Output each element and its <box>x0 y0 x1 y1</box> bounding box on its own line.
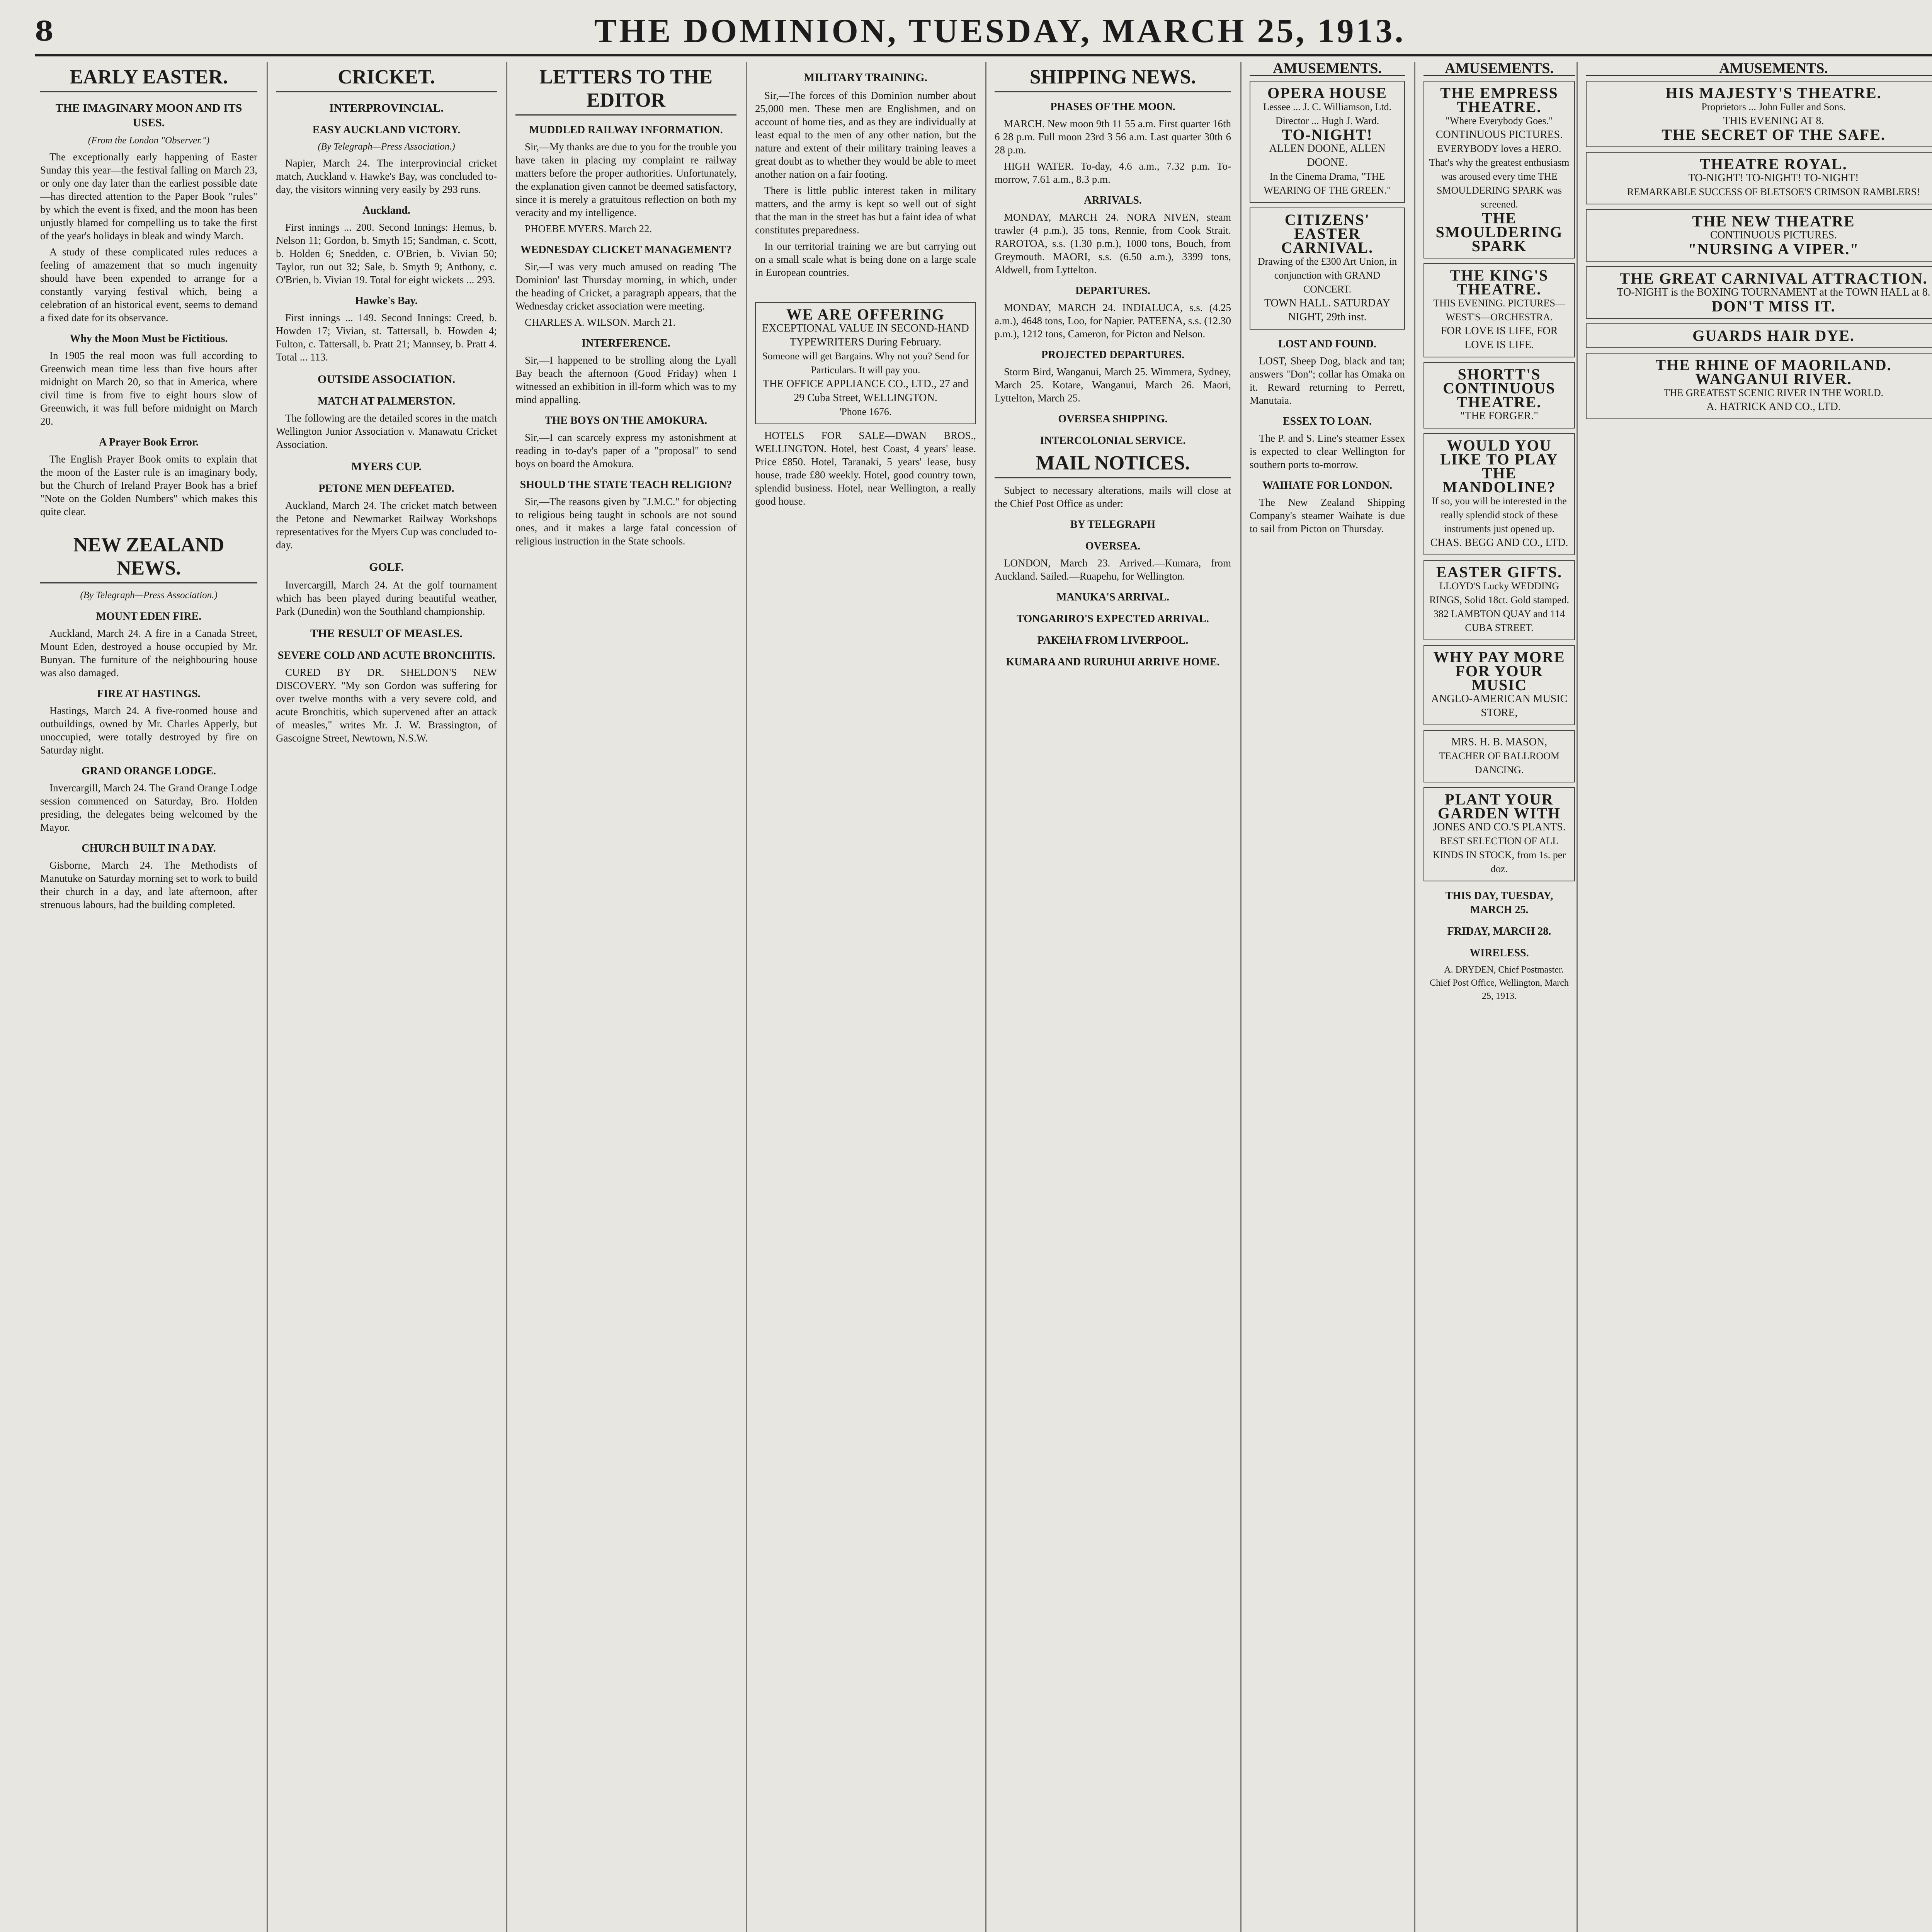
section-heading: TONGARIRO'S EXPECTED ARRIVAL. <box>1017 613 1209 625</box>
column-rule <box>985 62 986 1932</box>
advert-line: "NURSING A VIPER." <box>1688 240 1859 258</box>
match-paragraph: Napier, March 24. The interprovincial cricket match, Auckland v. Hawke's Bay, was concluded to-day, the visitors winning very easily by 293 runs. <box>276 157 497 195</box>
byline-press-association: (By Telegraph—Press Association.) <box>80 590 218 600</box>
advert-title: GUARDS HAIR DYE. <box>1692 327 1855 344</box>
section-heading: DEPARTURES. <box>1075 285 1150 297</box>
section-heading: KUMARA AND RURUHUI ARRIVE HOME. <box>1006 656 1220 668</box>
advert-line: TO-NIGHT! <box>1282 126 1373 143</box>
advert-line: CHAS. BEGG AND CO., LTD. <box>1430 537 1568 549</box>
column-letters <box>510 62 742 1932</box>
article-paragraph: In our territorial training we are but carrying out on a small scale what is being done on a large scale in European countries. <box>755 240 976 278</box>
byline-observer: (From the London "Observer.") <box>88 135 210 146</box>
kings-theatre-advert <box>1423 263 1575 357</box>
match-subheading: MATCH AT PALMERSTON. <box>317 395 455 407</box>
page-number-left: 8 <box>35 15 54 47</box>
section-subheading: OVERSEA. <box>1085 540 1141 552</box>
section-heading: PHASES OF THE MOON. <box>1050 101 1175 113</box>
advert-line: TO-NIGHT! TO-NIGHT! TO-NIGHT! <box>1688 172 1859 184</box>
article-paragraph: The exceptionally early happening of Easter Sunday this year—the festival falling on March 23, or only one day later than the earliest possible date—has directed attention to the Paper Book "rules" by which the event is fixed, and the moon has been unjustly blamed for compelling us to take the first of the year's holidays in bleak and windy March. <box>40 151 257 242</box>
advert-title: THE KING'S THEATRE. <box>1450 267 1549 298</box>
advert-body: EXCEPTIONAL VALUE IN SECOND-HAND TYPEWRITERS During February. <box>762 322 969 348</box>
advert-title: THE EMPRESS THEATRE. <box>1440 84 1558 116</box>
section-heading: ARRIVALS. <box>1084 194 1142 206</box>
scorecard: First innings ... 200. Second Innings: Hemus, b. Nelson 11; Gordon, b. Smyth 15; Sandman, c. Scott, b. Holden 6; Snedden, c. O'Brien, b. Vivian 50; Taylor, run out 32; Sale, b. Smyth 9; Anthony, c. O'Brien, b. Vivian 19. Total for eight wickets ... 293. <box>276 221 497 286</box>
match-paragraph: The following are the detailed scores in the match Wellington Junior Association v. Manawatu Cricket Association. <box>276 412 497 450</box>
advert-line: ALLEN DOONE, ALLEN DOONE. <box>1269 143 1386 168</box>
news-paragraph: Invercargill, March 24. The Grand Orange Lodge session commenced on Saturday, Bro. Holden presiding, the delegates being welcomed by the Mayor. <box>40 782 257 833</box>
masthead-title: THE DOMINION, TUESDAY, MARCH 25, 1913. <box>594 12 1406 50</box>
article-paragraph: There is little public interest taken in military matters, and the army is kept so well out of sight that the man in the street has but a faint idea of what constitutes preparedness. <box>755 185 976 236</box>
easter-gifts-advert <box>1423 560 1575 640</box>
section-heading: INTERCOLONIAL SERVICE. <box>1040 435 1186 447</box>
advert-line: CONTINUOUS PICTURES. <box>1435 129 1563 141</box>
byline-press-association: (By Telegraph—Press Association.) <box>318 141 455 152</box>
column-rule <box>506 62 507 1932</box>
shortts-theatre-advert <box>1423 362 1575 429</box>
letter-paragraph: Sir,—My thanks are due to you for the trouble you have taken in placing my complaint re railway matters before the proper authorities. Unfortunately, the explanation given cannot be deemed satisfactory, since it is merely a gratuitous reflection on both my veracity and my intelligence. <box>515 141 736 218</box>
advert-title: WE ARE OFFERING <box>786 306 945 323</box>
advert-line: Lessee ... J. C. Williamson, Ltd. Director ... Hugh J. Ward. <box>1263 101 1392 126</box>
section-heading: PROJECTED DEPARTURES. <box>1041 349 1185 361</box>
article-paragraph: A study of these complicated rules reduces a feeling of amazement that so much ingenuity should have been expended to arrange for a constantly varying festival which, being a celebration of an historical event, seems to demand a fixed date for its observance. <box>40 246 257 323</box>
advert-title: PLANT YOUR GARDEN WITH <box>1438 791 1561 822</box>
advert-title: WOULD YOU LIKE TO PLAY THE MANDOLINE? <box>1440 437 1558 496</box>
advert-body: Someone will get Bargains. Why not you? Send for Particulars. It will pay you. <box>762 350 969 376</box>
arrivals-list: MONDAY, MARCH 24. NORA NIVEN, steam trawler (4 p.m.), 35 tons, Rennie, from Cook Strait. RAROTOA, s.s. (1.30 p.m.), 1000 tons, Bouch, from Greymouth. MAORI, s.s. (6.50 a.m.), 3399 tons, Aldwell, from Lyttelton. <box>995 211 1231 276</box>
letter-paragraph: Sir,—The reasons given by "J.M.C." for objecting to religious being taught in schools are not sound ones, and it makes a large fatal concession of religious instruction in the State schools. <box>515 496 736 547</box>
match-heading: OUTSIDE ASSOCIATION. <box>317 373 456 386</box>
advert-line: THE GREATEST SCENIC RIVER IN THE WORLD. <box>1663 387 1884 398</box>
advert-line: FOR LOVE IS LIFE, FOR LOVE IS LIFE. <box>1440 325 1558 351</box>
section-heading: WIRELESS. <box>1469 947 1529 959</box>
column-rule <box>267 62 268 1932</box>
news-heading: MOUNT EDEN FIRE. <box>96 611 202 622</box>
headline-military-training: MILITARY TRAINING. <box>803 71 928 84</box>
letter-signature: CHARLES A. WILSON. March 21. <box>525 316 676 328</box>
subhead-prayer-book-error: A Prayer Book Error. <box>99 436 199 448</box>
subhead-interprovincial: INTERPROVINCIAL. <box>329 102 444 114</box>
section-heading: ESSEX TO LOAN. <box>1282 415 1372 427</box>
advert-line: If so, you will be interested in the really splendid stock of these instruments just opened up. <box>1432 495 1567 534</box>
match-subheading: PETONE MEN DEFEATED. <box>318 483 454 495</box>
wanganui-river-advert <box>1586 353 1932 419</box>
advert-heading: THE RESULT OF MEASLES. <box>310 627 463 640</box>
mail-paragraph: Subject to necessary alterations, mails will close at the Chief Post Office as under: <box>995 485 1231 509</box>
hotels-advert: HOTELS FOR SALE—DWAN BROS., WELLINGTON. Hotel, best Coast, 4 years' lease. Price £850. Hotel, Taranaki, 5 years' lease, busy house, trade £80 weekly. Hotel, good country town, splendid business. Hotel, near Wellington, a really good house. <box>755 430 976 507</box>
column-amusements-1 <box>1244 62 1410 1932</box>
news-paragraph: Gisborne, March 24. The Methodists of Manutuke on Saturday morning set to work to build their church in a day, and late afternoon, after strenuous labours, had the building completed. <box>40 859 257 910</box>
advert-line: BEST SELECTION OF ALL KINDS IN STOCK, from 1s. per doz. <box>1432 835 1566 874</box>
advert-line: WANGANUI RIVER. <box>1695 370 1852 388</box>
column-shipping <box>989 62 1236 1932</box>
article-paragraph: Sir,—The forces of this Dominion number about 25,000 men. These men are Englishmen, and on account of home ties, and as they are individually at least equal to the men of any other nation, but the nature and extent of their military training leaves a great doubt as to whether they would be able to meet another nation on a fair footing. <box>755 90 976 180</box>
advert-title: SHORTT'S CONTINUOUS THEATRE. <box>1443 366 1556 411</box>
section-heading: FRIDAY, MARCH 28. <box>1447 925 1551 937</box>
typewriter-advert <box>755 302 976 424</box>
news-paragraph: Auckland, March 24. A fire in a Canada Street, Mount Eden, destroyed a house occupied by Mr. Bunyan. The furniture of the neighbouring house was also damaged. <box>40 628 257 679</box>
match-paragraph: Invercargill, March 24. At the golf tournament which has been played during beautiful weather, Park (Dunedin) won the Southland championship. <box>276 579 497 617</box>
section-heading: OVERSEA SHIPPING. <box>1058 413 1168 425</box>
departures-list: MONDAY, MARCH 24. INDIALUCA, s.s. (4.25 a.m.), 4648 tons, Loo, for Napier. PATEENA, s.s. (12.30 p.m.), 1212 tons, Cameron, for Picton and Nelson. <box>995 302 1231 340</box>
team-heading: Hawke's Bay. <box>355 295 418 307</box>
amusements-heading: AMUSEMENTS. <box>1250 62 1405 76</box>
new-theatre-advert <box>1586 209 1932 262</box>
advert-line: In the Cinema Drama, "THE WEARING OF THE GREEN." <box>1264 171 1391 196</box>
amusements-heading: AMUSEMENTS. <box>1586 62 1932 76</box>
headline-letters: LETTERS TO THE EDITOR <box>515 66 736 116</box>
letter-heading: THE BOYS ON THE AMOKURA. <box>544 415 707 427</box>
column-rule <box>1414 62 1415 1932</box>
advert-line: A. HATRICK AND CO., LTD. <box>1706 401 1841 413</box>
advert-line: EVERYBODY loves a HERO. That's why the greatest enthusiasm was aroused every time THE SMOULDERING SPARK was screened. <box>1429 143 1570 210</box>
section-heading: PAKEHA FROM LIVERPOOL. <box>1037 634 1189 646</box>
article-paragraph: In 1905 the real moon was full according to Greenwich mean time less than five hours after midnight on March 20, so that in America, where civil time is from five to eight hours slow of Greenwich, it was full before midnight on March 20. <box>40 350 257 427</box>
advert-paragraph: CURED BY DR. SHELDON'S NEW DISCOVERY. "My son Gordon was suffering for over twelve months with a very severe cold, and acute Bronchitis, which supervened after an attack of measles," writes Mr. J. W. Brassington, of Gascoigne Street, Newtown, N.S.W. <box>276 667 497 744</box>
telegraph-paragraph: LONDON, March 23. Arrived.—Kumara, from Auckland. Sailed.—Ruapehu, for Wellington. <box>995 557 1231 582</box>
advert-phone: 'Phone 1676. <box>839 406 892 417</box>
masthead <box>35 8 1932 56</box>
empress-theatre-advert <box>1423 81 1575 259</box>
postmaster-signature: A. DRYDEN, Chief Postmaster. Chief Post Office, Wellington, March 25, 1913. <box>1430 965 1569 1001</box>
advert-line: THE SECRET OF THE SAFE. <box>1662 126 1886 143</box>
column-early-easter <box>35 62 263 1932</box>
team-heading: Auckland. <box>362 204 410 216</box>
advert-line: CONTINUOUS PICTURES. <box>1710 229 1837 241</box>
advert-title: THE RHINE OF MAORILAND. <box>1655 356 1892 374</box>
carnival-attraction-advert <box>1586 266 1932 319</box>
news-paragraph: Hastings, March 24. A five-roomed house and outbuildings, owned by Mr. Charles Apperly, but unoccupied, were totally destroyed by fire on Saturday night. <box>40 705 257 756</box>
advert-line: THIS EVENING AT 8. <box>1723 115 1824 127</box>
advert-company: THE OFFICE APPLIANCE CO., LTD., 27 and 29 Cuba Street, WELLINGTON. <box>762 378 969 404</box>
subhead-fictitious-moon: Why the Moon Must be Fictitious. <box>70 333 228 345</box>
letter-paragraph: Sir,—I can scarcely express my astonishment at reading in to-day's paper of a "proposal" to send boys on board the Amokura. <box>515 432 736 469</box>
advert-line: THIS EVENING. PICTURES—WEST'S—ORCHESTRA. <box>1433 298 1565 323</box>
advert-line: Proprietors ... John Fuller and Sons. <box>1701 101 1846 112</box>
advert-title: OPERA HOUSE <box>1267 84 1387 102</box>
advert-line: LLOYD'S Lucky WEDDING RINGS, Solid 18ct. Gold stamped. <box>1429 580 1569 605</box>
garden-plants-advert <box>1423 787 1575 881</box>
section-heading: LOST AND FOUND. <box>1278 338 1376 350</box>
advert-title: THE NEW THEATRE <box>1692 213 1855 230</box>
advert-title: THE GREAT CARNIVAL ATTRACTION. <box>1619 270 1928 287</box>
headline-shipping-news: SHIPPING NEWS. <box>995 66 1231 92</box>
advert-title: THEATRE ROYAL. <box>1700 155 1847 173</box>
match-paragraph: Auckland, March 24. The cricket match between the Petone and Newmarket Railway Workshops representatives for the Myers Cup was concluded to-day. <box>276 500 497 551</box>
advert-line: 382 LAMBTON QUAY and 114 CUBA STREET. <box>1433 608 1565 633</box>
section-heading: THIS DAY, TUESDAY, MARCH 25. <box>1445 890 1553 916</box>
advert-line: ANGLO-AMERICAN MUSIC STORE, <box>1431 693 1568 719</box>
news-heading: GRAND ORANGE LODGE. <box>82 765 216 777</box>
advert-line: THE SMOULDERING SPARK <box>1435 209 1563 255</box>
advert-title: HIS MAJESTY'S THEATRE. <box>1665 84 1882 102</box>
section-heading: BY TELEGRAPH <box>1070 519 1156 531</box>
headline-cricket: CRICKET. <box>276 66 497 92</box>
letter-paragraph: Sir,—I was very much amused on reading 'The Dominion' last Thursday morning, in which, under the heading of Cricket, a paragraph appears, that the Wednesday cricket association were meeting. <box>515 261 736 312</box>
article-paragraph: The English Prayer Book omits to explain that the moon of the Easter rule is an imaginary body, but the Church of Ireland Prayer Book has a brief "Note on the Golden Numbers" which makes this quite clear. <box>40 453 257 517</box>
advert-line: DON'T MISS IT. <box>1711 298 1836 315</box>
match-heading: GOLF. <box>369 561 404 573</box>
lost-notice: LOST, Sheep Dog, black and tan; answers "Don"; collar has Omaka on it. Reward returning to Perrett, Manutaia. <box>1250 355 1405 406</box>
letter-heading: WEDNESDAY CLICKET MANAGEMENT? <box>520 244 732 256</box>
letter-paragraph: Sir,—I happened to be strolling along the Lyall Bay beach the afternoon (Good Friday) when I witnessed an exhibition in ill-form which was to my mind appalling. <box>515 354 736 405</box>
column-cricket <box>270 62 502 1932</box>
scorecard: First innings ... 149. Second Innings: Creed, b. Howden 17; Vivian, st. Tattersall, b. Howden 4; Fulton, c. Tattersall, b. Pratt 21; Mannsey, b. Pratt 4. Total ... 113. <box>276 312 497 363</box>
amusements-heading: AMUSEMENTS. <box>1423 62 1575 76</box>
advert-line: "THE FORGER." <box>1460 410 1538 422</box>
column-rule <box>1577 62 1578 1932</box>
letter-heading: MUDDLED RAILWAY INFORMATION. <box>529 124 723 136</box>
advert-line: Drawing of the £300 Art Union, in conjunction with GRAND CONCERT. <box>1257 256 1397 295</box>
letter-signature: PHOEBE MYERS. March 22. <box>525 223 652 235</box>
theatre-royal-advert <box>1586 152 1932 204</box>
match-heading: MYERS CUP. <box>351 460 422 473</box>
column-amusements-2 <box>1418 62 1580 1932</box>
advert-title: CITIZENS' EASTER CARNIVAL. <box>1281 211 1374 256</box>
carnival-advert <box>1250 207 1405 330</box>
projected-departures: Storm Bird, Wanganui, March 25. Wimmera, Sydney, March 25. Kotare, Wanganui, March 26. Maori, Lyttelton, March 25. <box>995 366 1231 404</box>
advert-line: TEACHER OF BALLROOM DANCING. <box>1439 750 1560 776</box>
match-heading: EASY AUCKLAND VICTORY. <box>312 124 461 136</box>
advert-title: EASTER GIFTS. <box>1436 563 1563 581</box>
section-heading: WAIHATE FOR LONDON. <box>1262 480 1393 492</box>
column-rule <box>746 62 747 1932</box>
mandoline-advert <box>1423 433 1575 555</box>
his-majestys-theatre-advert <box>1586 81 1932 147</box>
section-heading: MANUKA'S ARRIVAL. <box>1056 591 1169 603</box>
advert-line: "Where Everybody Goes." <box>1446 115 1553 126</box>
shipping-notice: The P. and S. Line's steamer Essex is expected to clear Wellington for southern ports to-morrow. <box>1250 432 1405 470</box>
moon-phases: MARCH. New moon 9th 11 55 a.m. First quarter 16th 6 28 p.m. Full moon 23rd 3 56 a.m. Last quarter 30th 6 28 p.m. <box>995 118 1231 156</box>
headline-early-easter: EARLY EASTER. <box>40 66 257 92</box>
advert-line: REMARKABLE SUCCESS OF BLETSOE'S CRIMSON RAMBLERS! <box>1627 186 1920 197</box>
column-amusements-3 <box>1580 62 1932 1932</box>
subhead-imaginary-moon: THE IMAGINARY MOON AND ITS USES. <box>55 102 242 129</box>
advert-line: TO-NIGHT is the BOXING TOURNAMENT at the TOWN HALL at 8. <box>1617 286 1930 298</box>
music-store-advert <box>1423 645 1575 725</box>
column-military <box>750 62 981 1932</box>
opera-house-advert <box>1250 81 1405 203</box>
shipping-notice: The New Zealand Shipping Company's steamer Waihate is due to sail from Picton on Thursday. <box>1250 497 1405 534</box>
hair-dye-advert <box>1586 323 1932 348</box>
advert-title: WHY PAY MORE FOR YOUR MUSIC <box>1433 648 1565 694</box>
advert-title: MRS. H. B. MASON, <box>1451 736 1548 748</box>
headline-new-zealand-news: NEW ZEALAND NEWS. <box>40 534 257 583</box>
advert-subheading: SEVERE COLD AND ACUTE BRONCHITIS. <box>277 650 495 662</box>
headline-mail-notices: MAIL NOTICES. <box>995 452 1231 478</box>
advert-line: TOWN HALL. SATURDAY NIGHT, 29th inst. <box>1264 297 1390 323</box>
high-water: HIGH WATER. To-day, 4.6 a.m., 7.32 p.m. To-morrow, 7.61 a.m., 8.3 p.m. <box>995 160 1231 185</box>
advert-line: JONES AND CO.'S PLANTS. <box>1433 821 1566 833</box>
letter-heading: INTERFERENCE. <box>582 337 670 349</box>
column-rule <box>1240 62 1242 1932</box>
news-heading: FIRE AT HASTINGS. <box>97 688 201 700</box>
letter-heading: SHOULD THE STATE TEACH RELIGION? <box>520 479 732 491</box>
dancing-teacher-advert <box>1423 730 1575 782</box>
news-heading: CHURCH BUILT IN A DAY. <box>82 842 216 854</box>
